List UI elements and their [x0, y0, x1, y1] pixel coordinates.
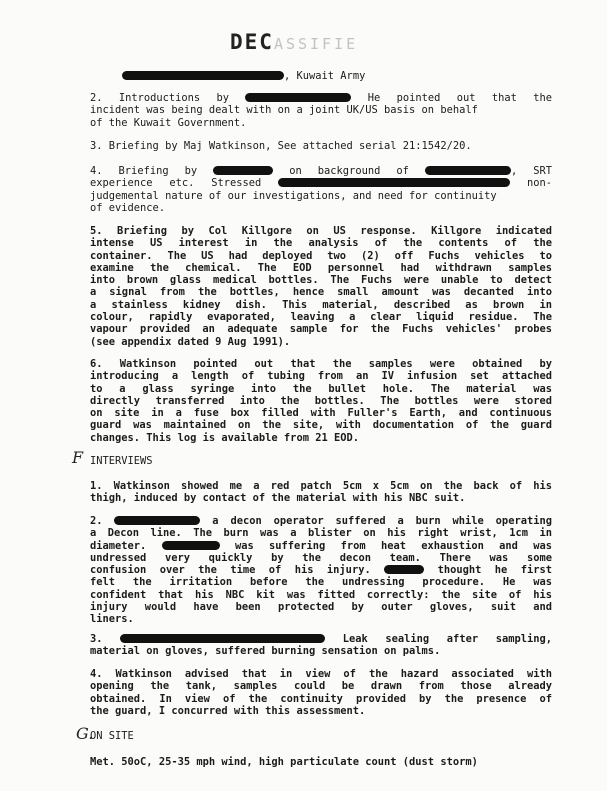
redaction [213, 166, 273, 175]
paragraph-2 [90, 92, 552, 129]
paragraph-5 [90, 225, 552, 348]
p5-line: into brown glass medical bottles. The Fuchs were unable to detect [90, 274, 552, 287]
p4-text: on background of [289, 165, 409, 177]
i4-line: obtained. In view of the continuity provided by the presence of [90, 692, 552, 705]
p5-line: examine the chemical. The EOD personnel had withdrawn samples [90, 261, 552, 274]
p6-line: guard was maintained on the site, with documentation of the guard [90, 419, 552, 432]
p5-line: (see appendix dated 9 Aug 1991). [90, 335, 291, 348]
p6-line: introducing a length of tubing from an IV infusion set attached [90, 370, 552, 383]
p5-line: intense US interest in the analysis of the contents of the [90, 237, 552, 250]
on-site-title: ON SITE [90, 730, 134, 742]
p5-line: vapour provided an adequate sample for the Fuchs vehicles' probes [90, 323, 552, 336]
interview-1 [90, 480, 552, 505]
i4-line: the guard, I concurred with this assessment. [90, 704, 366, 717]
p5-line: 5. Briefing by Col Killgore on US response. Killgore indicated [90, 225, 552, 237]
classification-header [230, 30, 358, 54]
section-on-site-heading [90, 730, 552, 742]
p6-line: on site in a fuse box filled with Fuller's Earth, and continuous [90, 407, 552, 420]
classification-right: ASSIFIE [273, 35, 359, 53]
i3-text: Leak sealing after sampling, [342, 633, 552, 645]
i2-text: liners. [90, 613, 134, 626]
redaction [162, 541, 220, 550]
interviews-title: INTERVIEWS [90, 455, 153, 467]
redaction [425, 166, 511, 175]
p4-text: , SRT [510, 165, 552, 177]
p5-line: container. The US had deployed two (2) off Fuchs vehicles to [90, 249, 552, 262]
p6-line: to a glass syringe into the bullet hole. The material was [90, 382, 552, 395]
margin-letter-g: G. [76, 724, 94, 743]
i2-text: felt the irritation before the undressing procedure. He was [90, 576, 552, 589]
p4-text: experience etc. Stressed [90, 177, 262, 190]
i2-text: a decon operator suffered a burn while operating [212, 515, 552, 527]
section-interviews-heading [90, 455, 552, 467]
i1-line: thigh, induced by contact of the material with his NBC suit. [90, 492, 466, 505]
redaction [278, 178, 510, 187]
paragraph-3 [90, 140, 552, 152]
paragraph-4 [90, 165, 552, 214]
i2-text: confident that his NBC kit was fitted correctly: the site of his [90, 588, 552, 601]
i2-text: was suffering from heat exhaustion and was [234, 539, 552, 552]
interview-2 [90, 515, 552, 626]
interview-3 [90, 633, 552, 658]
i1-line: 1. Watkinson showed me a red patch 5cm x 5cm on the back of his [90, 480, 552, 492]
redaction [384, 565, 424, 574]
p6-line: changes. This log is available from 21 EOD. [90, 431, 359, 444]
paragraph-6 [90, 358, 552, 444]
i3-text: material on gloves, suffered burning sensation on palms. [90, 645, 441, 658]
i3-text: 3. [90, 633, 103, 645]
i2-text: undressed very quickly by the decon team. There was some [90, 551, 552, 564]
p2-text: 2. Introductions by [90, 92, 230, 104]
p2-text: incident was being dealt with on a joint UK/US basis on behalf [90, 104, 478, 117]
p5-line: a signal from the bottles, hence small amount was decanted into [90, 286, 552, 299]
i2-text: 2. [90, 515, 103, 527]
i2-text: thought he first [437, 564, 552, 577]
classification-left: DEC [230, 30, 274, 54]
redaction [245, 93, 351, 102]
p6-line: 6. Watkinson pointed out that the samples were obtained by [90, 358, 552, 370]
i2-text: confusion over the time of his injury. [90, 564, 371, 577]
p2-text: He pointed out that the [367, 92, 553, 104]
p4-text: judgemental nature of our investigations, and need for continuity [90, 189, 497, 202]
p5-line: a stainless kidney dish. This material, described as brown in [90, 298, 552, 311]
p2-text: of the Kuwait Government. [90, 116, 247, 129]
redaction [114, 516, 200, 525]
met-text: Met. 50oC, 25-35 mph wind, high particulate count (dust storm) [90, 756, 478, 768]
p5-line: colour, rapidly evaporated, leaving a clear liquid residue. The [90, 311, 552, 324]
p4-text: non- [526, 177, 553, 190]
paragraph-1 [90, 70, 552, 82]
interview-4 [90, 668, 552, 717]
i4-line: 4. Watkinson advised that in view of the hazard associated with [90, 668, 552, 680]
redaction [120, 634, 325, 643]
p4-text: 4. Briefing by [90, 165, 198, 177]
i4-line: opening the tank, samples could be drawn from those already [90, 680, 552, 693]
kuwait-army-text: , Kuwait Army [284, 70, 366, 82]
p4-text: of evidence. [90, 201, 166, 214]
p6-line: directly transferred into the bottles. The bottles were stored [90, 394, 552, 407]
i2-text: diameter. [90, 539, 147, 552]
p3-text: 3. Briefing by Maj Watkinson, See attached serial 21:1542/20. [90, 140, 472, 152]
margin-letter-f: F [72, 448, 84, 467]
i2-text: injury would have been protected by outer gloves, suit and [90, 601, 552, 614]
met-conditions [90, 756, 552, 768]
i2-text: a Decon line. The burn was a blister on his right wrist, 1cm in [90, 527, 552, 540]
redaction [122, 71, 284, 80]
